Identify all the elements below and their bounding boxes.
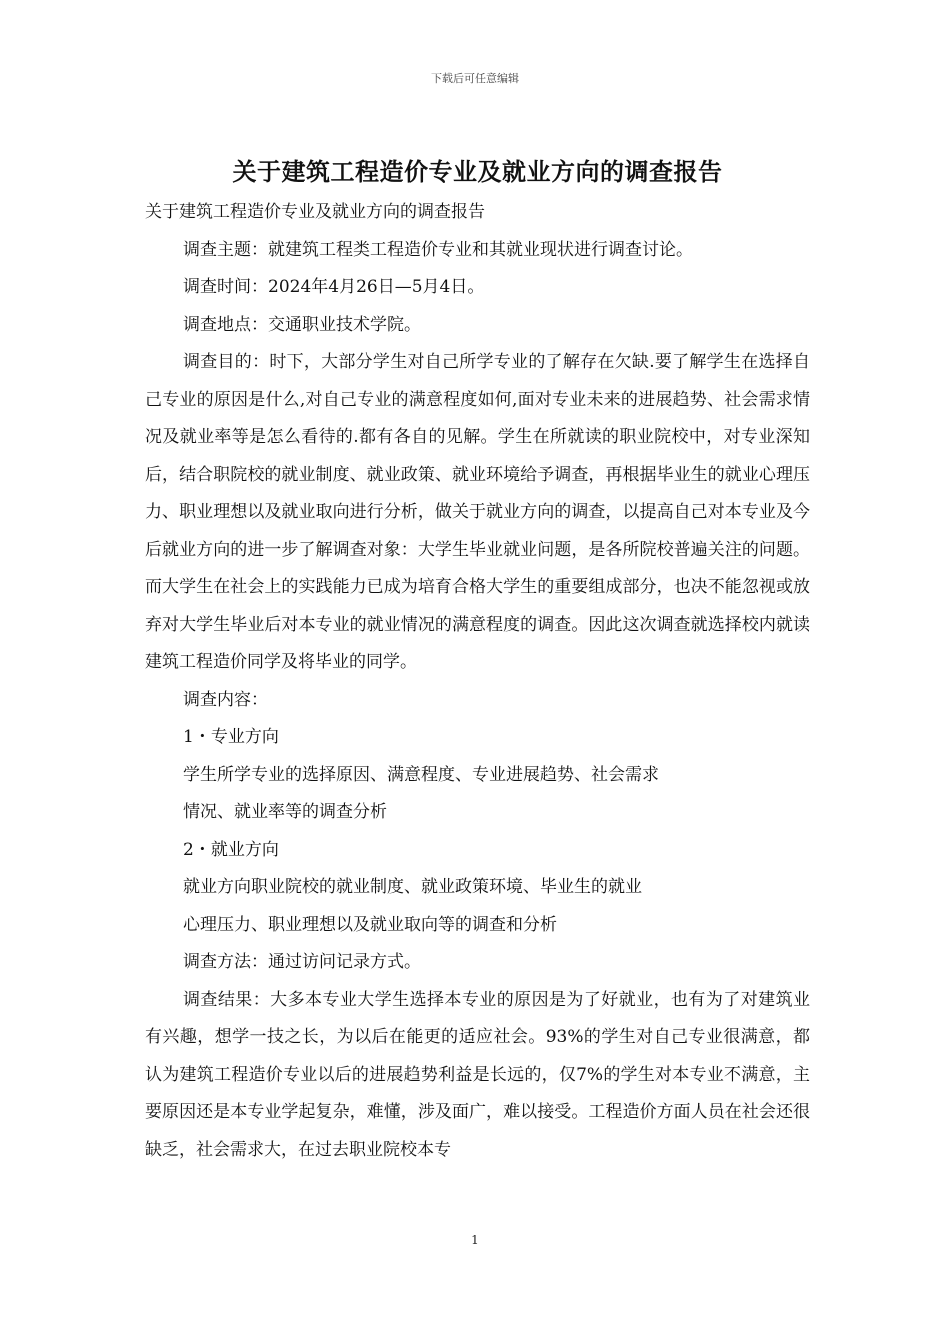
survey-time: 调查时间：2024年4月26日—5月4日。 — [183, 277, 485, 297]
document-body — [145, 150, 810, 1169]
item2-title: 2・就业方向 — [183, 839, 279, 860]
item1-title: 1・专业方向 — [183, 727, 279, 747]
survey-purpose-paragraph: 调查目的：时下，大部分学生对自己所学专业的了解存在欠缺.要了解学生在选择自己专业的原因是什么,对自己专业的满意程度如何,面对专业未来的进展趋势、社会需求情况及就业率等是怎么看待的.都有各自的见解。学生在所就读的职业院校中，对专业深知后，结合职院校的就业制度、就业政策、就业环境给予调查，再根据毕业生的就业心理压力、职业理想以及就业取向进行分析，做关于就业方向的调查，以提高自己对本专业及今后就业方向的进一步了解调查对象：大学生毕业就业问题，是各所院校普遍关注的问题。而大学生在社会上的实践能力已成为培育合格大学生的重要组成部分，也决不能忽视或放弃对大学生毕业后对本专业的就业情况的满意程度的调查。因此这次调查就选择校内就读建筑工程造价同学及将毕业的同学。 — [145, 352, 810, 672]
survey-method: 调查方法：通过访问记录方式。 — [183, 952, 421, 972]
page-number: 1 — [471, 1233, 479, 1247]
document-subtitle: 关于建筑工程造价专业及就业方向的调查报告 — [145, 202, 485, 222]
item1-line2: 情况、就业率等的调查分析 — [183, 802, 387, 822]
survey-location: 调查地点：交通职业技术学院。 — [183, 314, 421, 335]
item2-line1: 就业方向职业院校的就业制度、就业政策环境、毕业生的就业 — [183, 877, 642, 897]
survey-topic: 调查主题：就建筑工程类工程造价专业和其就业现状进行调查讨论。 — [183, 239, 693, 260]
survey-result-paragraph: 调查结果：大多本专业大学生选择本专业的原因是为了好就业，也有为了对建筑业有兴趣，想学一技之长，为以后在能更的适应社会。93%的学生对自己专业很满意，都认为建筑工程造价专业以后的进展趋势利益是长远的，仅7%的学生对本专业不满意，主要原因还是本专业学起复杂，难懂，涉及面广，难以接受。工程造价方面人员在社会还很缺乏，社会需求大，在过去职业院校本专 — [145, 989, 810, 1160]
document-title: 关于建筑工程造价专业及就业方向的调查报告 — [232, 157, 723, 186]
item1-line1: 学生所学专业的选择原因、满意程度、专业进展趋势、社会需求 — [183, 764, 659, 785]
header-note: 下载后可任意编辑 — [431, 72, 519, 85]
survey-content-label: 调查内容： — [183, 689, 268, 710]
item2-line2: 心理压力、职业理想以及就业取向等的调查和分析 — [183, 914, 557, 935]
